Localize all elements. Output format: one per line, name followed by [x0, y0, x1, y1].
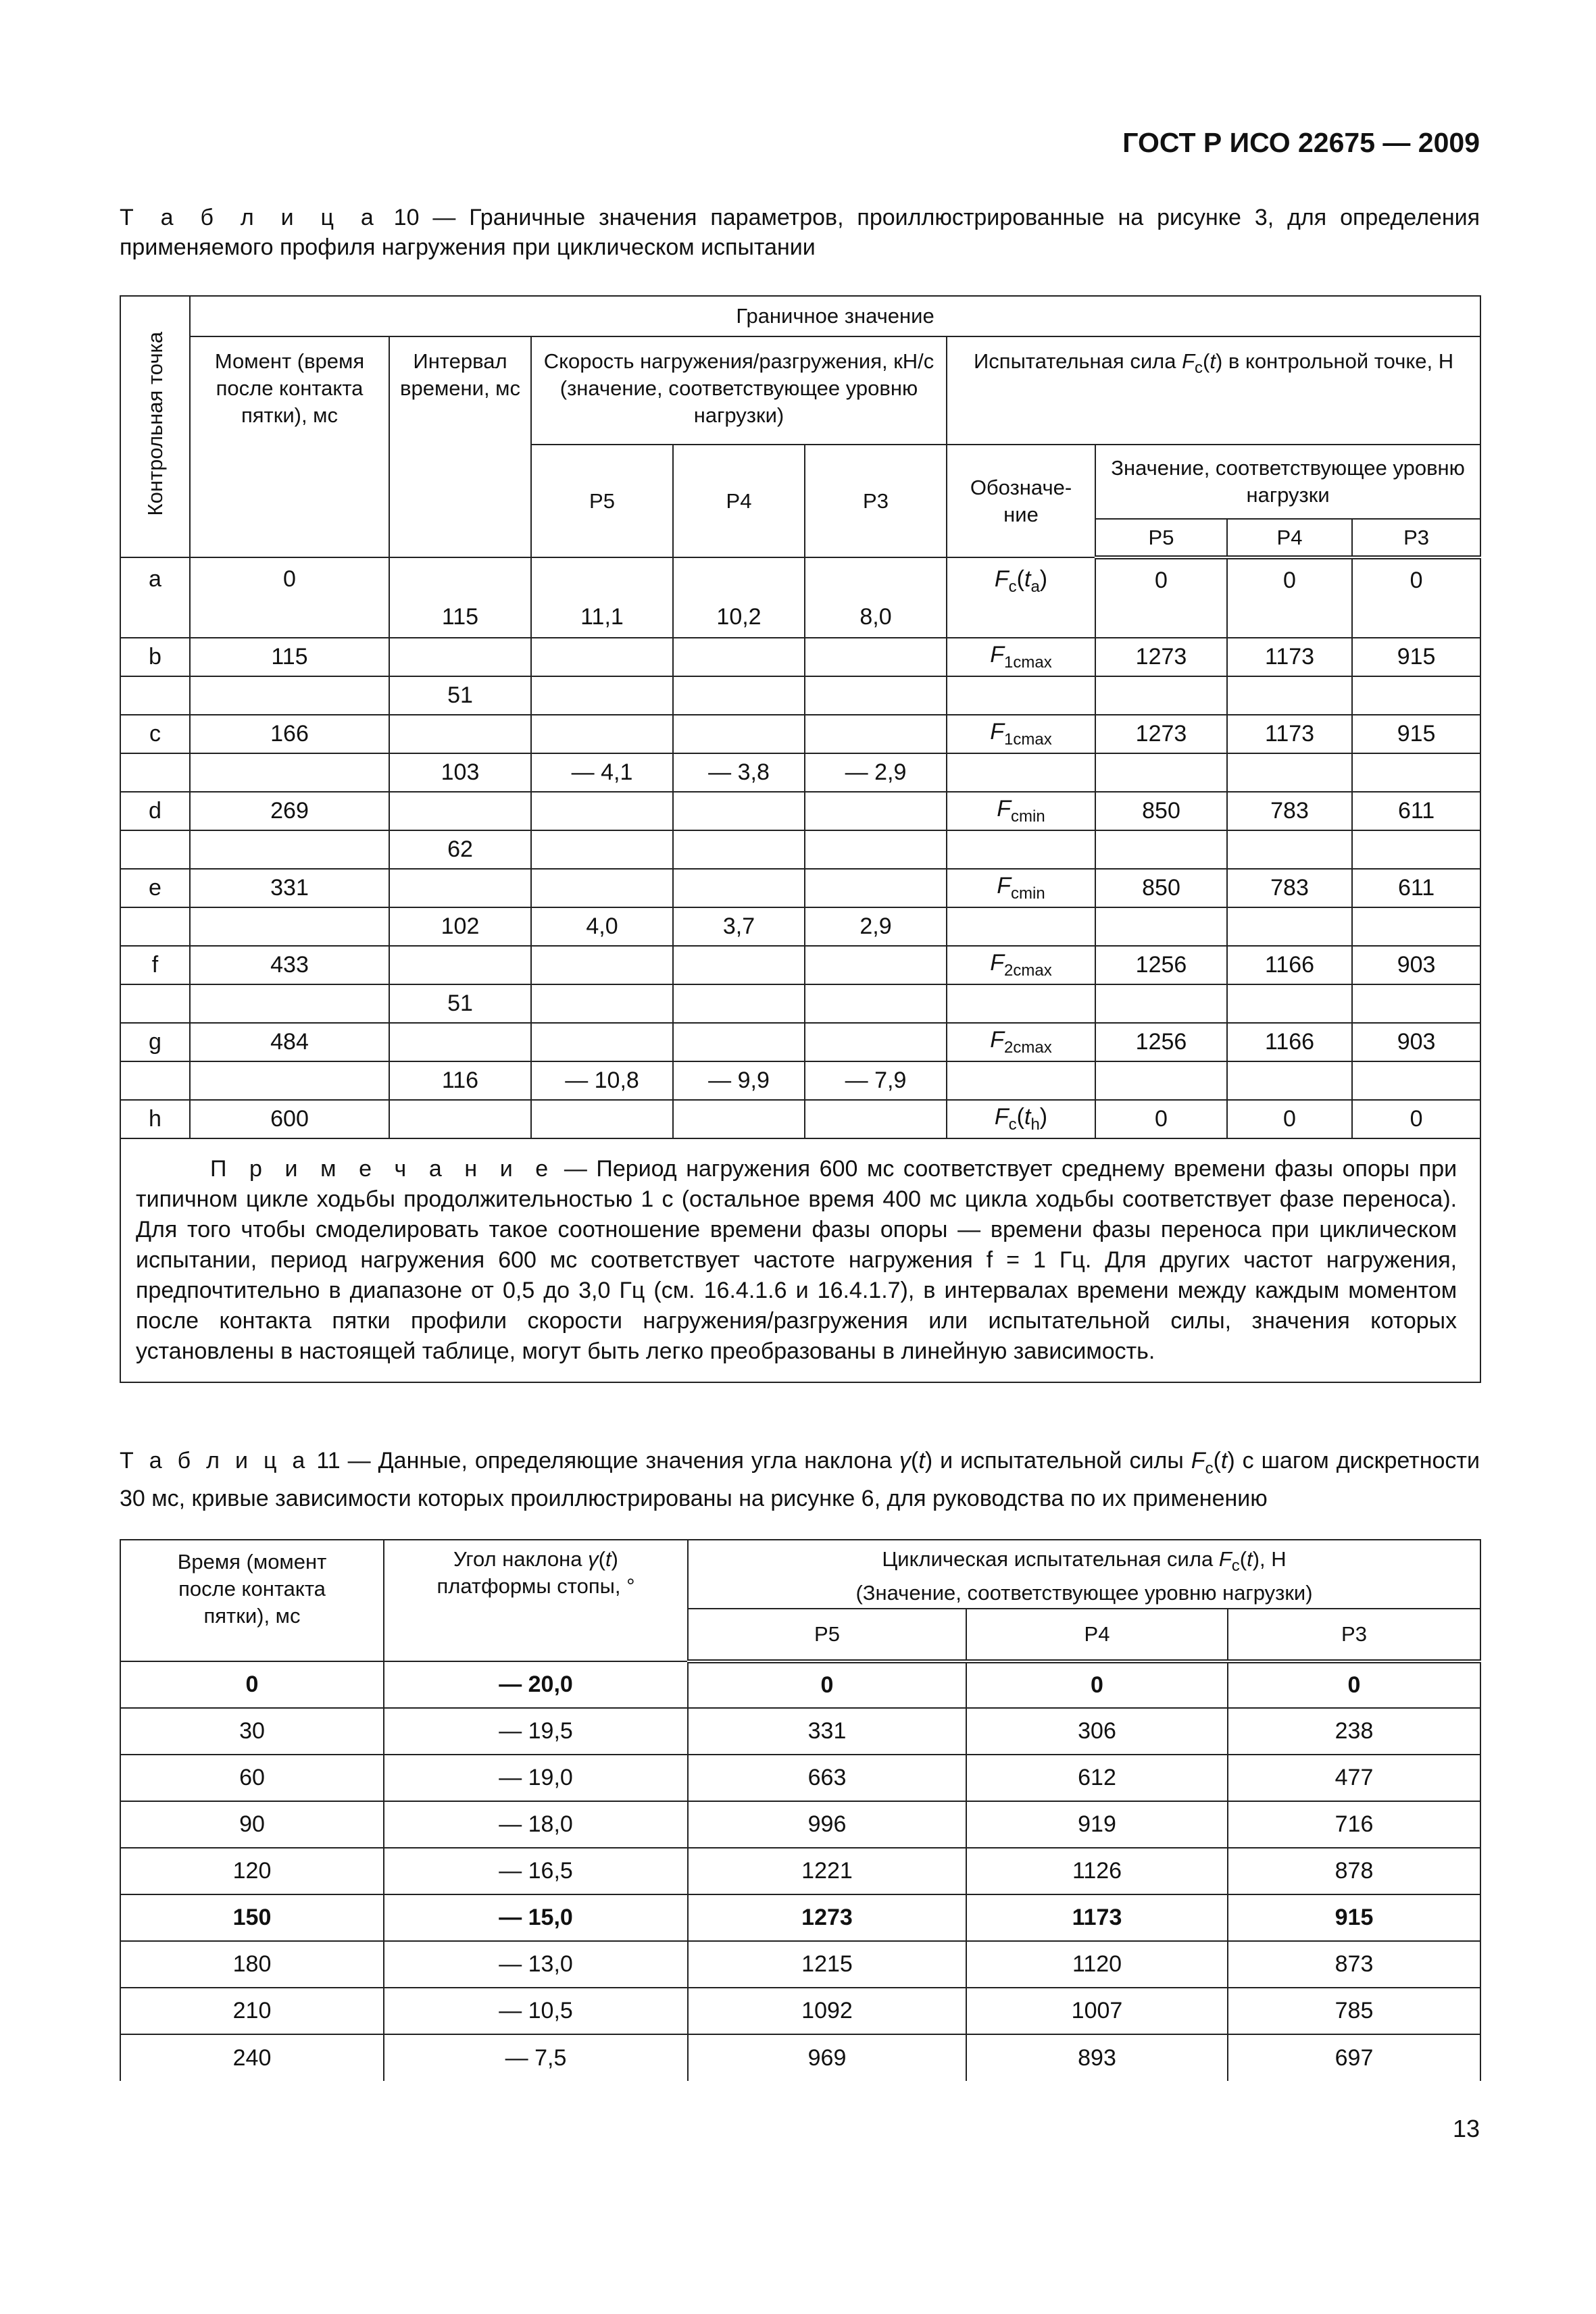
value-p4-cell: 0 — [1227, 557, 1352, 638]
table-row — [120, 557, 1480, 638]
rate-header: Скорость нагружения/разгружения, кН/с (значение, соответствующее уровню нагрузки) — [531, 336, 947, 445]
table-row: 210 — 10,5 1092 1007 785 — [120, 1988, 1480, 2034]
table-row: 62 — [120, 830, 1480, 869]
time-header: Время (момент после контакта пятки), мс — [120, 1540, 384, 1661]
rate-p3-cell: 8,0 — [805, 557, 947, 638]
table10-caption-label: Т а б л и ц а — [120, 205, 380, 230]
table10-caption-number: 10 — [393, 205, 420, 230]
note-label: П р и м е ч а н и е — [210, 1156, 555, 1182]
table-row: h 600 $F_c(t_h)$ 0 0 0 — [120, 1100, 1480, 1138]
table10 — [120, 295, 1481, 1383]
value-p3-header: Р3 — [1352, 519, 1480, 557]
table-row: c 166 $F_{1cmax}$ 1273 1173 915 — [120, 715, 1480, 753]
value-p5-header: Р5 — [1095, 519, 1227, 557]
table11-caption-label: Т а б л и ц а — [120, 1448, 309, 1474]
moment-header: Момент (время после контакта пятки), мс — [190, 336, 389, 557]
moment-cell: 0 — [190, 557, 389, 638]
table-row: e 331 $F_{cmin}$ 850 783 611 — [120, 869, 1480, 907]
moment-cell: 115 — [190, 638, 389, 676]
angle-header: Угол наклона γ(t) платформы стопы, ° — [384, 1540, 688, 1661]
point-cell: a — [120, 557, 190, 638]
value-by-level-header: Значение, соответствующее уровню нагрузки — [1095, 445, 1480, 519]
table11-caption — [120, 1446, 1480, 1513]
control-point-header: Контрольная точка — [120, 296, 190, 557]
table-row: 180 — 13,0 1215 1120 873 — [120, 1941, 1480, 1988]
table-row: 150 — 15,0 1273 1173 915 — [120, 1894, 1480, 1941]
point-cell: b — [120, 638, 190, 676]
table10-note-row — [120, 1138, 1480, 1382]
table10-caption — [120, 203, 1480, 262]
rate-p5-cell: 11,1 — [531, 557, 673, 638]
designation-header: Обозначе-ние — [947, 445, 1095, 557]
rate-p3-header: Р3 — [805, 445, 947, 557]
t11-p3-header: Р3 — [1228, 1609, 1480, 1661]
table-row: 116 — 10,8 — 9,9 — 7,9 — [120, 1061, 1480, 1100]
rate-p4-cell: 10,2 — [673, 557, 805, 638]
boundary-value-header: Граничное значение — [190, 296, 1480, 336]
table-row: f 433 $F_{2cmax}$ 1256 1166 903 — [120, 946, 1480, 984]
table-row: b 115 $F_{1cmax}$ 1273 1173 915 — [120, 638, 1480, 676]
table10-note — [120, 1138, 1480, 1382]
table11-caption-number: 11 — [316, 1448, 341, 1474]
table-row: 30 — 19,5 331 306 238 — [120, 1708, 1480, 1755]
designation-cell: $F_{1cmax}$ — [947, 638, 1095, 676]
table-row: d 269 $F_{cmin}$ 850 783 611 — [120, 792, 1480, 830]
table-row: 51 — [120, 676, 1480, 715]
interval-cell: 115 — [389, 557, 531, 638]
value-p4-header: Р4 — [1227, 519, 1352, 557]
force-header: Испытательная сила $F_c(t)$ в контрольной точке, Н — [947, 336, 1480, 445]
table-row: 51 — [120, 984, 1480, 1023]
table11 — [120, 1539, 1481, 2081]
value-p3-cell: 0 — [1352, 557, 1480, 638]
table10-caption-text: — Граничные значения параметров, проиллюстрированные на рисунке 3, для определения применяемого профиля нагружения при циклическом испытании — [120, 205, 1480, 260]
page-number: 13 — [1452, 2115, 1480, 2142]
table-row: g 484 $F_{2cmax}$ 1256 1166 903 — [120, 1023, 1480, 1061]
rate-p5-header: Р5 — [531, 445, 673, 557]
table-row: 103 — 4,1 — 3,8 — 2,9 — [120, 753, 1480, 792]
interval-header: Интервал времени, мс — [389, 336, 531, 557]
rate-p4-header: Р4 — [673, 445, 805, 557]
table-row: 240 — 7,5 969 893 697 — [120, 2034, 1480, 2081]
cyclic-force-header: Циклическая испытательная сила $F_c(t)$, Н (Значение, соответствующее уровню нагрузки) — [688, 1540, 1480, 1609]
table-row: 90 — 18,0 996 919 716 — [120, 1801, 1480, 1848]
table-row: 120 — 16,5 1221 1126 878 — [120, 1848, 1480, 1894]
table-row: 60 — 19,0 663 612 477 — [120, 1755, 1480, 1801]
value-p5-cell: 0 — [1095, 557, 1227, 638]
t11-p5-header: Р5 — [688, 1609, 966, 1661]
standard-header: ГОСТ Р ИСО 22675 — 2009 — [1122, 127, 1480, 158]
designation-cell: $F_c(t_a)$ — [947, 557, 1095, 638]
note-text: — Период нагружения 600 мс соответствует среднему времени фазы опоры при типичном цикле ходьбы продолжительностью 1 с (остальное время 400 мс цикла ходьбы соответствует фазе переноса). Для того чтобы смоделировать такое соотношение времени фазы опоры — времени фазы переноса при циклическом испытании, период нагружения 600 мс соответствует частоте нагружения f = 1 Гц. Для других частот нагружения, предпочтительно в диапазоне от 0,5 до 3,0 Гц (см. 16.4.1.6 и 16.4.1.7), в интервалах времени между каждым моментом после контакта пятки профили скорости нагружения/разгружения или испытательной силы, значения которых установлены в настоящей таблице, могут быть легко преобразованы в линейную зависимость. — [136, 1156, 1457, 1364]
table-row: 0 — 20,0 0 0 0 — [120, 1661, 1480, 1708]
table-row: 102 4,0 3,7 2,9 — [120, 907, 1480, 946]
t11-p4-header: Р4 — [966, 1609, 1228, 1661]
table11-caption-text: — Данные, определяющие значения угла наклона γ(t) и испытательной силы $F_c(t)$ с шагом дискретности 30 мс, кривые зависимости которых проиллюстрированы на рисунке 6, для руководства по их применению — [120, 1448, 1480, 1511]
